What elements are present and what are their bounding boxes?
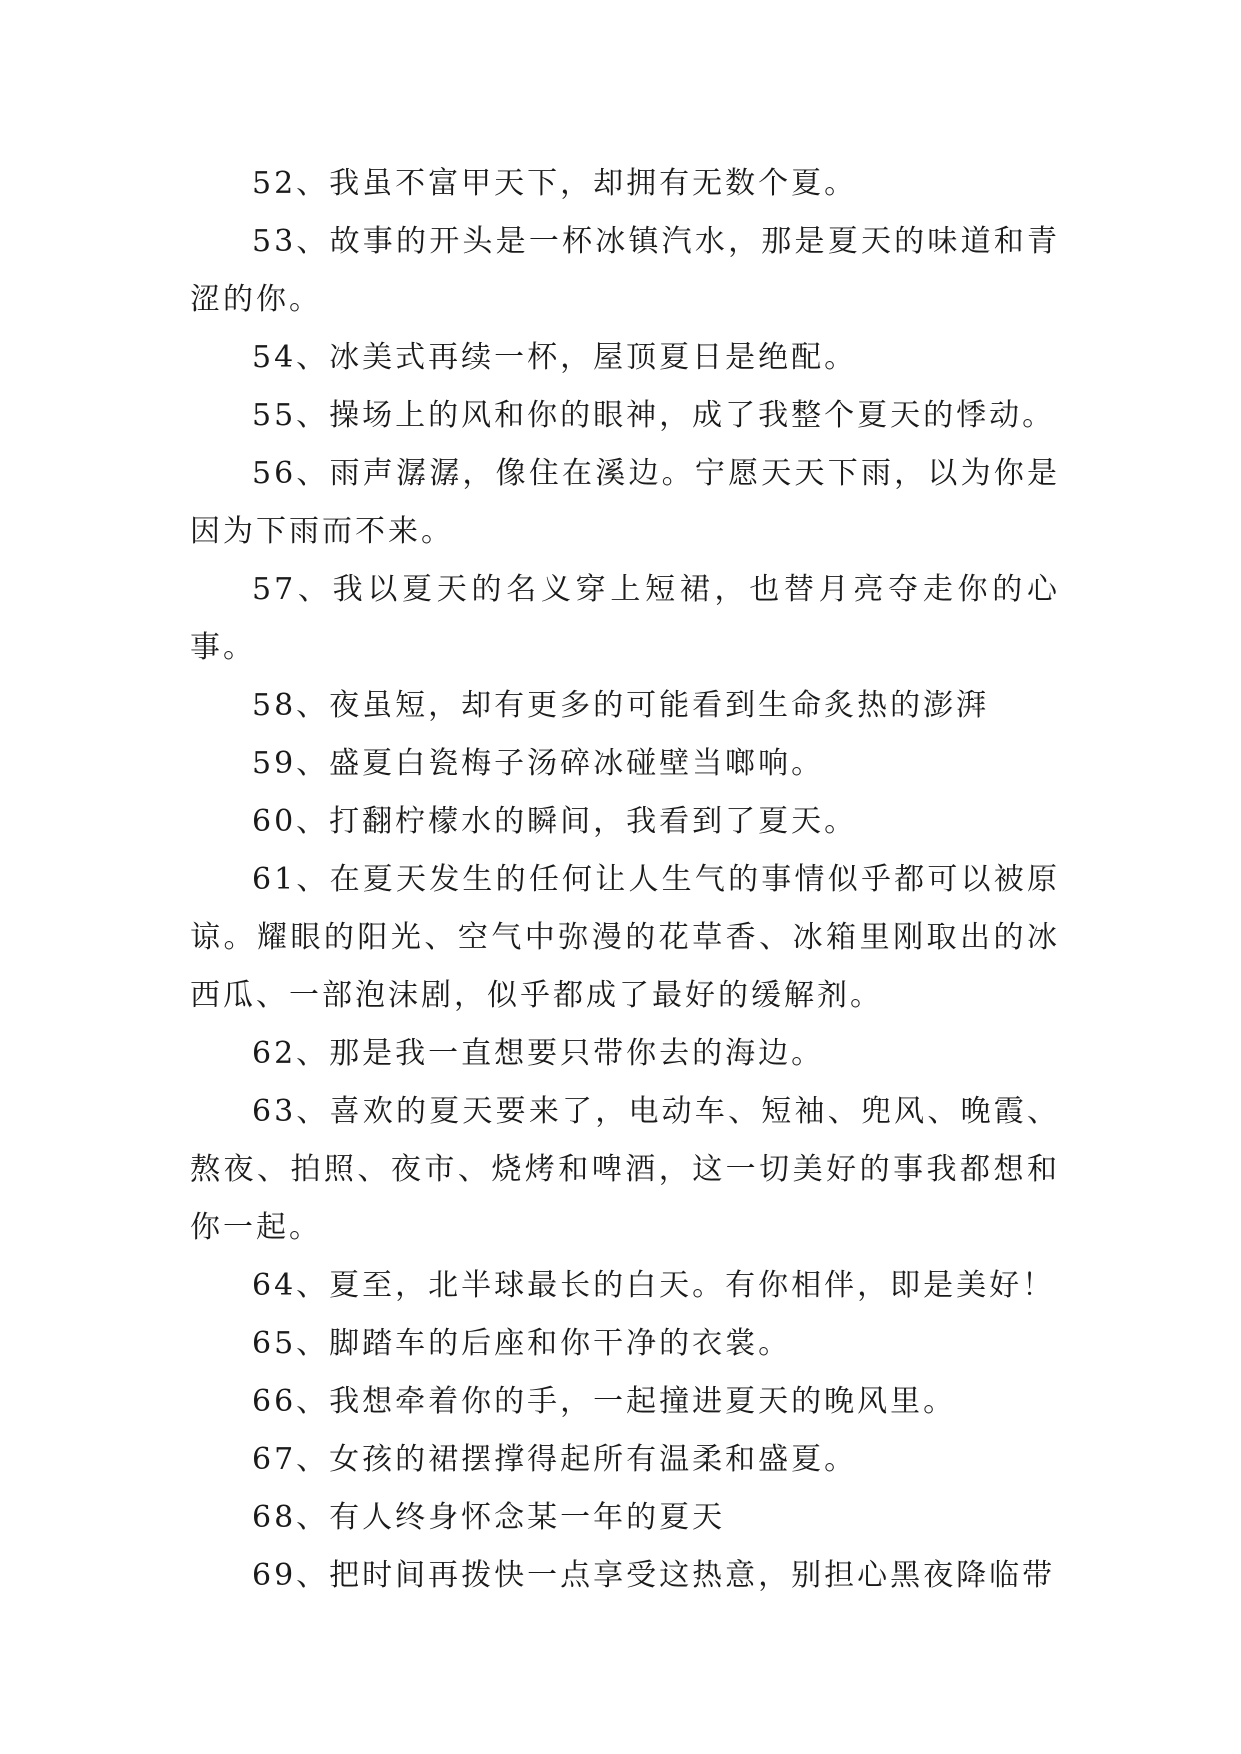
document-body xyxy=(190,155,1060,1605)
paragraph-53: 53、故事的开头是一杯冰镇汽水，那是夏天的味道和青涩的你。 xyxy=(190,224,1060,317)
paragraph-64: 64、夏至，北半球最长的白天。有你相伴，即是美好！ xyxy=(252,1268,1056,1303)
paragraph-52: 52、我虽不富甲天下，却拥有无数个夏。 xyxy=(252,166,858,201)
paragraph-67: 67、女孩的裙摆撑得起所有温柔和盛夏。 xyxy=(252,1442,858,1477)
paragraph-68: 68、有人终身怀念某一年的夏天 xyxy=(252,1500,726,1535)
paragraph-57: 57、我以夏天的名义穿上短裙，也替月亮夺走你的心事。 xyxy=(190,572,1060,665)
paragraph-59: 59、盛夏白瓷梅子汤碎冰碰壁当啷响。 xyxy=(252,746,825,781)
paragraph-62: 62、那是我一直想要只带你去的海边。 xyxy=(252,1036,825,1071)
paragraph-56: 56、雨声潺潺，像住在溪边。宁愿天天下雨，以为你是因为下雨而不来。 xyxy=(190,456,1060,549)
paragraph-66: 66、我想牵着你的手，一起撞进夏天的晚风里。 xyxy=(252,1384,957,1419)
paragraph-65: 65、脚踏车的后座和你干净的衣裳。 xyxy=(252,1326,792,1361)
paragraph-69: 69、把时间再拨快一点享受这热意，别担心黑夜降临带 xyxy=(252,1558,1056,1593)
paragraph-54: 54、冰美式再续一杯，屋顶夏日是绝配。 xyxy=(252,340,858,375)
paragraph-61: 61、在夏天发生的任何让人生气的事情似乎都可以被原谅。耀眼的阳光、空气中弥漫的花草香、冰箱里刚取出的冰西瓜、一部泡沫剧，似乎都成了最好的缓解剂。 xyxy=(190,862,1060,1013)
paragraph-60: 60、打翻柠檬水的瞬间，我看到了夏天。 xyxy=(252,804,858,839)
paragraph-55: 55、操场上的风和你的眼神，成了我整个夏天的悸动。 xyxy=(252,398,1056,433)
paragraph-63: 63、喜欢的夏天要来了，电动车、短袖、兜风、晚霞、熬夜、拍照、夜市、烧烤和啤酒，这一切美好的事我都想和你一起。 xyxy=(190,1094,1060,1245)
paragraph-58: 58、夜虽短，却有更多的可能看到生命炙热的澎湃 xyxy=(252,688,990,723)
